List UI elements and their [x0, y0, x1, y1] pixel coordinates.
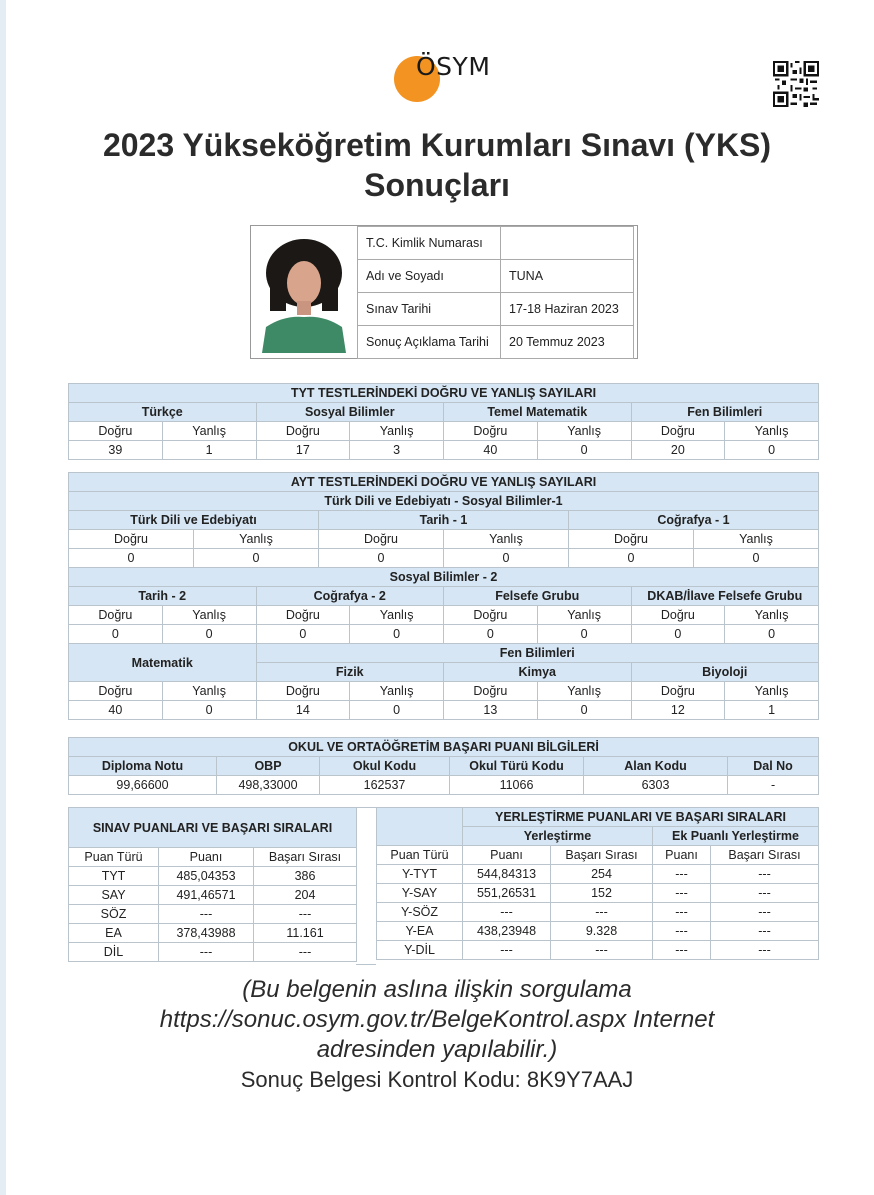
- yerlestirme-table: [376, 807, 819, 960]
- ayt-value: 0: [69, 625, 163, 644]
- yer-score-cell: ---: [463, 941, 551, 960]
- info-label: Sonuç Açıklama Tarihi: [358, 326, 501, 359]
- yer-score-row: [377, 865, 819, 884]
- dogru-label: Doğru: [631, 606, 725, 625]
- info-value: 20 Temmuz 2023: [501, 326, 634, 359]
- sinav-score-cell: 485,04353: [159, 867, 254, 886]
- note-line-3: adresinden yapılabilir.): [316, 1036, 558, 1063]
- ayt-title-row: [69, 473, 819, 492]
- ayt-value: 0: [162, 625, 256, 644]
- title-line-1: 2023 Yükseköğretim Kurumları Sınavı (YKS): [102, 127, 772, 163]
- ayt-subject-header: Kimya: [444, 663, 632, 682]
- sinav-score-cell: DİL: [69, 943, 159, 962]
- dogru-label: Doğru: [631, 682, 725, 701]
- sinav-column-header: Puan Türü: [69, 848, 159, 867]
- page-left-edge: [0, 0, 6, 1195]
- yer-sub-yerlestirme: Yerleştirme: [463, 827, 653, 846]
- ayt-value: 40: [69, 701, 163, 720]
- yer-score-cell: ---: [551, 903, 653, 922]
- candidate-info-row: [358, 326, 634, 359]
- okul-title: OKUL VE ORTAÖĞRETİM BAŞARI PUANI BİLGİLERİ: [69, 738, 819, 757]
- yer-score-cell: ---: [711, 903, 819, 922]
- okul-column-header: Okul Türü Kodu: [450, 757, 584, 776]
- okul-table: [68, 737, 819, 795]
- yanlis-label: Yanlış: [162, 606, 256, 625]
- ayt-group3-header-row: [69, 644, 819, 663]
- yer-column-header: Puanı: [653, 846, 711, 865]
- info-label: T.C. Kimlik Numarası: [358, 227, 501, 260]
- yer-sub-ek-puanli: Ek Puanlı Yerleştirme: [653, 827, 819, 846]
- okul-value: 11066: [450, 776, 584, 795]
- dogru-label: Doğru: [69, 682, 163, 701]
- control-code: Sonuç Belgesi Kontrol Kodu: 8K9Y7AAJ: [240, 1067, 634, 1092]
- ayt-value: 0: [444, 549, 569, 568]
- ayt-title: AYT TESTLERİNDEKİ DOĞRU VE YANLIŞ SAYILARI: [69, 473, 819, 492]
- tyt-value: 40: [444, 441, 538, 460]
- okul-header-row: [69, 757, 819, 776]
- yer-score-cell: ---: [463, 903, 551, 922]
- yer-score-cell: ---: [711, 922, 819, 941]
- info-label: Adı ve Soyadı: [358, 260, 501, 293]
- ayt-value: 0: [444, 625, 538, 644]
- okul-column-header: Okul Kodu: [320, 757, 450, 776]
- ayt-subject-header: Fizik: [256, 663, 444, 682]
- yer-score-cell: ---: [551, 941, 653, 960]
- sinav-header-row: [69, 848, 357, 867]
- ayt-value: 0: [631, 625, 725, 644]
- page-title: [60, 125, 814, 205]
- sinav-score-cell: 204: [254, 886, 357, 905]
- ayt-value: 0: [537, 701, 631, 720]
- candidate-info-table: [357, 226, 634, 359]
- sinav-score-cell: 386: [254, 867, 357, 886]
- candidate-photo: [256, 231, 352, 353]
- yer-score-cell: Y-TYT: [377, 865, 463, 884]
- tyt-value: 1: [162, 441, 256, 460]
- ayt-subject-header: DKAB/İlave Felsefe Grubu: [631, 587, 819, 606]
- tyt-value: 20: [631, 441, 725, 460]
- yer-score-cell: 152: [551, 884, 653, 903]
- yer-score-cell: Y-EA: [377, 922, 463, 941]
- ayt-subject-header: Biyoloji: [631, 663, 819, 682]
- yanlis-label: Yanlış: [444, 530, 569, 549]
- okul-value: -: [728, 776, 819, 795]
- yer-score-cell: 9.328: [551, 922, 653, 941]
- yer-score-cell: ---: [711, 865, 819, 884]
- dogru-label: Doğru: [444, 682, 538, 701]
- ayt-subject-header: Felsefe Grubu: [444, 587, 632, 606]
- ayt-value: 14: [256, 701, 350, 720]
- yer-score-cell: ---: [711, 884, 819, 903]
- ayt-subject-header: Coğrafya - 2: [256, 587, 444, 606]
- okul-value: 498,33000: [217, 776, 320, 795]
- ayt-value: 0: [537, 625, 631, 644]
- ayt-value: 0: [162, 701, 256, 720]
- yer-score-cell: 551,26531: [463, 884, 551, 903]
- yanlis-label: Yanlış: [350, 606, 444, 625]
- ayt-group2-label-row: [69, 606, 819, 625]
- tyt-title: TYT TESTLERİNDEKİ DOĞRU VE YANLIŞ SAYILARI: [69, 384, 819, 403]
- sinav-score-cell: ---: [159, 905, 254, 924]
- ayt-value: 0: [69, 549, 194, 568]
- yer-score-row: [377, 941, 819, 960]
- yanlis-label: Yanlış: [162, 682, 256, 701]
- tyt-value: 0: [537, 441, 631, 460]
- ayt-value: 0: [319, 549, 444, 568]
- info-label: Sınav Tarihi: [358, 293, 501, 326]
- yer-score-row: [377, 922, 819, 941]
- verification-note: [60, 975, 814, 1065]
- yanlis-label: Yanlış: [350, 682, 444, 701]
- candidate-info-row: [358, 227, 634, 260]
- dogru-label: Doğru: [444, 606, 538, 625]
- sinav-score-cell: 11.161: [254, 924, 357, 943]
- yer-score-cell: Y-DİL: [377, 941, 463, 960]
- okul-column-header: Dal No: [728, 757, 819, 776]
- dogru-label: Doğru: [69, 606, 163, 625]
- yer-score-cell: ---: [653, 903, 711, 922]
- yer-score-cell: Y-SÖZ: [377, 903, 463, 922]
- sinav-column-header: Başarı Sırası: [254, 848, 357, 867]
- yer-header-row: [377, 846, 819, 865]
- ayt-value: 0: [350, 701, 444, 720]
- candidate-info-box: [250, 225, 638, 359]
- tyt-value: 0: [725, 441, 819, 460]
- tyt-subject-header: Temel Matematik: [444, 403, 632, 422]
- yer-score-cell: Y-SAY: [377, 884, 463, 903]
- okul-column-header: Diploma Notu: [69, 757, 217, 776]
- ayt-group2-row: [69, 568, 819, 587]
- yer-score-cell: ---: [711, 941, 819, 960]
- ayt-group2-value-row: [69, 625, 819, 644]
- sinav-score-row: [69, 943, 357, 962]
- ayt-subject-header: Türk Dili ve Edebiyatı: [69, 511, 319, 530]
- okul-column-header: OBP: [217, 757, 320, 776]
- yer-title: YERLEŞTİRME PUANLARI VE BAŞARI SIRALARI: [463, 808, 819, 827]
- bottom-tables-gap: [356, 807, 376, 965]
- okul-value: 6303: [584, 776, 728, 795]
- info-value: TUNA: [501, 260, 634, 293]
- yer-score-row: [377, 884, 819, 903]
- sinav-score-cell: ---: [254, 943, 357, 962]
- tyt-label-row: [69, 422, 819, 441]
- yanlis-label: Yanlış: [350, 422, 444, 441]
- note-line-1: (Bu belgenin aslına ilişkin sorgulama: [242, 976, 632, 1003]
- ayt-group1-header: Türk Dili ve Edebiyatı - Sosyal Bilimler-1: [69, 492, 819, 511]
- title-line-2: Sonuçları: [364, 167, 510, 203]
- yer-score-cell: ---: [653, 884, 711, 903]
- ayt-group1-row: [69, 492, 819, 511]
- sinav-score-row: [69, 905, 357, 924]
- tyt-value: 3: [350, 441, 444, 460]
- yer-score-cell: 254: [551, 865, 653, 884]
- yanlis-label: Yanlış: [537, 606, 631, 625]
- yer-score-cell: 438,23948: [463, 922, 551, 941]
- ayt-group3-value-row: [69, 701, 819, 720]
- yanlis-label: Yanlış: [537, 682, 631, 701]
- ayt-table: [68, 472, 819, 720]
- yanlis-label: Yanlış: [725, 606, 819, 625]
- ayt-group2-header: Sosyal Bilimler - 2: [69, 568, 819, 587]
- dogru-label: Doğru: [69, 530, 194, 549]
- sinav-score-row: [69, 924, 357, 943]
- dogru-label: Doğru: [69, 422, 163, 441]
- sinav-title-row: [69, 808, 357, 848]
- tyt-value: 17: [256, 441, 350, 460]
- yer-column-header: Puanı: [463, 846, 551, 865]
- sinav-score-cell: 378,43988: [159, 924, 254, 943]
- ayt-group1-label-row: [69, 530, 819, 549]
- sinav-score-cell: TYT: [69, 867, 159, 886]
- info-value: 17-18 Haziran 2023: [501, 293, 634, 326]
- ayt-fen-header: Fen Bilimleri: [256, 644, 819, 663]
- ayt-subject-header: Coğrafya - 1: [569, 511, 819, 530]
- yanlis-label: Yanlış: [725, 422, 819, 441]
- sinav-score-row: [69, 867, 357, 886]
- sinav-score-cell: SÖZ: [69, 905, 159, 924]
- sinav-score-cell: ---: [254, 905, 357, 924]
- yanlis-label: Yanlış: [537, 422, 631, 441]
- tyt-subject-header: Fen Bilimleri: [631, 403, 819, 422]
- sinav-score-cell: ---: [159, 943, 254, 962]
- qr-code-icon: [773, 61, 819, 107]
- yer-score-cell: ---: [653, 922, 711, 941]
- ayt-group1-value-row: [69, 549, 819, 568]
- sinav-column-header: Puanı: [159, 848, 254, 867]
- candidate-info-row: [358, 260, 634, 293]
- ayt-group3-label-row: [69, 682, 819, 701]
- dogru-label: Doğru: [569, 530, 694, 549]
- okul-column-header: Alan Kodu: [584, 757, 728, 776]
- okul-value: 99,66600: [69, 776, 217, 795]
- ayt-subject-header: Tarih - 1: [319, 511, 569, 530]
- ayt-value: 0: [569, 549, 694, 568]
- yer-column-header: Puan Türü: [377, 846, 463, 865]
- ayt-group1-subject-row: [69, 511, 819, 530]
- yer-score-cell: 544,84313: [463, 865, 551, 884]
- tyt-subject-header: Sosyal Bilimler: [256, 403, 444, 422]
- info-value: [501, 227, 634, 260]
- sinav-score-cell: EA: [69, 924, 159, 943]
- yer-column-header: Başarı Sırası: [551, 846, 653, 865]
- yanlis-label: Yanlış: [162, 422, 256, 441]
- tyt-title-row: [69, 384, 819, 403]
- tyt-value-row: [69, 441, 819, 460]
- ayt-value: 0: [350, 625, 444, 644]
- dogru-label: Doğru: [256, 606, 350, 625]
- ayt-group2-subject-row: [69, 587, 819, 606]
- yanlis-label: Yanlış: [725, 682, 819, 701]
- yer-title-row: [377, 808, 819, 827]
- ayt-value: 0: [256, 625, 350, 644]
- candidate-info-row: [358, 293, 634, 326]
- ayt-value: 1: [725, 701, 819, 720]
- sinav-score-cell: SAY: [69, 886, 159, 905]
- ayt-matematik-header: Matematik: [69, 644, 257, 682]
- ayt-value: 0: [194, 549, 319, 568]
- logo-text: ÖSYM: [416, 52, 491, 81]
- dogru-label: Doğru: [256, 422, 350, 441]
- ayt-value: 0: [694, 549, 819, 568]
- note-line-2: https://sonuc.osym.gov.tr/BelgeKontrol.aspx Internet: [159, 1006, 715, 1033]
- okul-value: 162537: [320, 776, 450, 795]
- yer-blank-header: [377, 808, 463, 846]
- dogru-label: Doğru: [319, 530, 444, 549]
- dogru-label: Doğru: [256, 682, 350, 701]
- ayt-value: 13: [444, 701, 538, 720]
- sinav-puanlari-table: [68, 807, 357, 962]
- yer-score-row: [377, 903, 819, 922]
- tyt-value: 39: [69, 441, 163, 460]
- sinav-title: SINAV PUANLARI VE BAŞARI SIRALARI: [69, 808, 357, 848]
- sinav-score-row: [69, 886, 357, 905]
- tyt-subject-header: Türkçe: [69, 403, 257, 422]
- tyt-table: [68, 383, 819, 460]
- yanlis-label: Yanlış: [194, 530, 319, 549]
- ayt-value: 0: [725, 625, 819, 644]
- tyt-subject-row: [69, 403, 819, 422]
- sinav-score-cell: 491,46571: [159, 886, 254, 905]
- ayt-value: 12: [631, 701, 725, 720]
- yer-score-cell: ---: [653, 865, 711, 884]
- ayt-subject-header: Tarih - 2: [69, 587, 257, 606]
- yanlis-label: Yanlış: [694, 530, 819, 549]
- dogru-label: Doğru: [631, 422, 725, 441]
- dogru-label: Doğru: [444, 422, 538, 441]
- yer-column-header: Başarı Sırası: [711, 846, 819, 865]
- osym-logo: [394, 52, 504, 104]
- okul-title-row: [69, 738, 819, 757]
- yer-score-cell: ---: [653, 941, 711, 960]
- okul-value-row: [69, 776, 819, 795]
